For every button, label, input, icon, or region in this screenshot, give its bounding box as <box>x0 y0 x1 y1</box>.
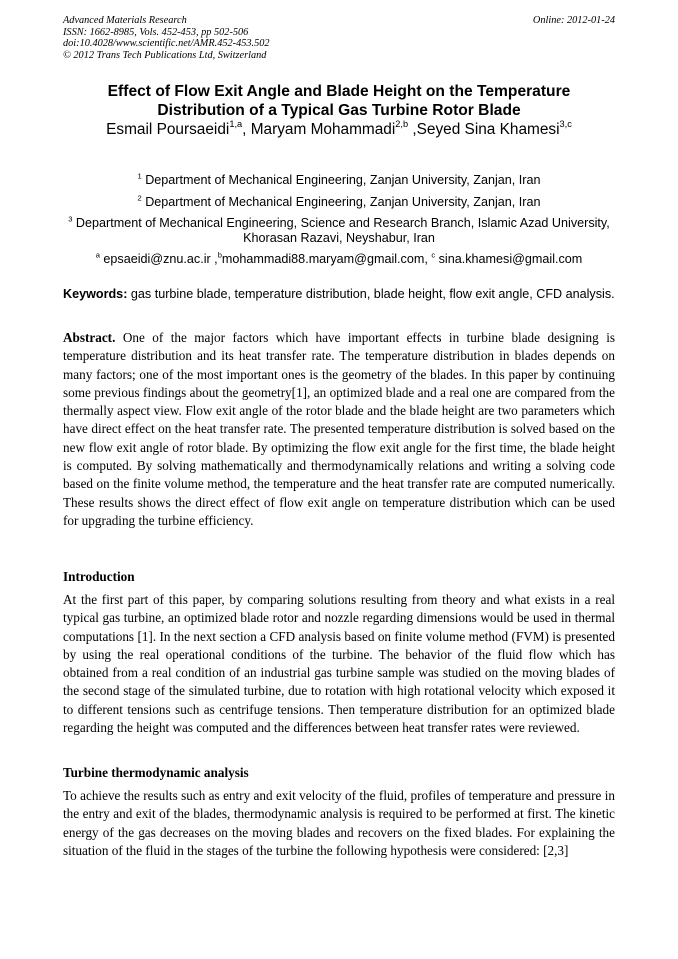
thermo-text: To achieve the results such as entry and exit velocity of the fluid, profiles of temperature and pressure in the entry and exit of the blades, thermodynamic analysis is required to be performed at first. The kinetic energy of the gas decreases on the moving blades and recovers on the fixed blades. For explaining the situation of the fluid in the stages of the turbine the following hypothesis were considered: [2,3] <box>63 788 615 858</box>
affiliation-2-marker: 2 <box>137 193 142 203</box>
affiliation-2-text: Department of Mechanical Engineering, Zanjan University, Zanjan, Iran <box>141 195 541 209</box>
author-list <box>63 120 615 140</box>
author-2: , Maryam Mohammadi <box>242 121 396 138</box>
issn-line: ISSN: 1662-8985, Vols. 452-453, pp 502-506 <box>63 26 249 38</box>
author-1-marker: 1,a <box>229 119 243 130</box>
email-b-marker: b <box>217 250 222 260</box>
email-a-marker: a <box>95 250 100 260</box>
author-3: ,Seyed Sina Khamesi <box>408 121 560 138</box>
affiliation-1 <box>40 173 638 188</box>
keywords-label: Keywords: <box>63 287 128 301</box>
introduction-heading: Introduction <box>63 569 135 584</box>
email-b: mohammadi88.maryam@gmail.com, <box>221 252 432 266</box>
abstract <box>63 329 615 530</box>
author-3-marker: 3,c <box>559 119 572 130</box>
author-2-marker: 2,b <box>395 119 409 130</box>
affiliation-3-line-2: Khorasan Razavi, Neyshabur, Iran <box>243 231 435 246</box>
author-emails <box>40 252 638 267</box>
author-1: Esmail Poursaeidi <box>106 121 230 138</box>
online-date: Online: 2012-01-24 <box>532 15 615 26</box>
affiliation-2 <box>40 195 638 210</box>
abstract-label: Abstract. <box>63 330 116 345</box>
thermo-heading: Turbine thermodynamic analysis <box>63 765 249 780</box>
keywords-text: gas turbine blade, temperature distribution, blade height, flow exit angle, CFD analysis. <box>127 287 615 301</box>
page-header <box>63 15 615 61</box>
affiliation-3-marker: 3 <box>68 214 73 224</box>
keywords <box>63 287 623 301</box>
paper-title <box>63 82 615 120</box>
affiliation-1-marker: 1 <box>137 171 142 181</box>
email-a: epsaeidi@znu.ac.ir , <box>99 252 218 266</box>
affiliation-3 <box>40 216 638 247</box>
doi-line: doi:10.4028/www.scientific.net/AMR.452-453.502 <box>63 38 270 50</box>
abstract-text: One of the major factors which have important effects in turbine blade designing is temperature distribution and its heat transfer rate. The temperature distribution in blades depends on many factors; one of the most important ones is the geometry of the blades. In this paper by continuing some previous findings about the geometry[1], an optimized blade and a real one are compared from the thermally aspect view. Flow exit angle of the rotor blade and the blade height are two parameters which have direct effect on the heat transfer rate. The presented temperature distribution is solved based on the new flow exit angle of rotor blade. By optimizing the flow exit angle for the first time, the blade height is computed. By solving mathematically and thermodynamically relations and writing a solving code based on the finite volume method, the temperature and the heat transfer rate are computed numerically. These results shows the direct effect of flow exit angle on temperature distribution which can be used for upgrading the turbine efficiency. <box>63 330 615 528</box>
affiliation-1-text: Department of Mechanical Engineering, Zanjan University, Zanjan, Iran <box>141 173 541 187</box>
title-line-1: Effect of Flow Exit Angle and Blade Height on the Temperature <box>107 83 571 100</box>
affiliation-3-line-1: Department of Mechanical Engineering, Science and Research Branch, Islamic Azad University, <box>72 216 610 230</box>
title-line-2: Distribution of a Typical Gas Turbine Rotor Blade <box>157 102 521 119</box>
introduction-text: At the first part of this paper, by comparing solutions resulting from theory and what exists in a real typical gas turbine, an optimized blade rotor and nozzle regarding dimensions would be used in thermal computations [1]. In the next section a CFD analysis based on finite volume method (FVM) is presented by using the real operational conditions of the turbine. The behavior of the fluid flow which has obtained from a real condition of an industrial gas turbine sample was studied on the moving blades of the second stage of the simulated turbine, due to rotation with high rotational velocity which exposed it to different tensions such as centrifuge tensions. Then temperature distribution for an optimized blade regarding the height was computed and the differences between heat transfer rates were reviewed. <box>63 592 615 736</box>
journal-name: Advanced Materials Research <box>63 15 187 26</box>
email-c-marker: c <box>431 250 436 260</box>
email-c: sina.khamesi@gmail.com <box>435 252 583 266</box>
copyright-line: © 2012 Trans Tech Publications Ltd, Switzerland <box>63 49 267 61</box>
